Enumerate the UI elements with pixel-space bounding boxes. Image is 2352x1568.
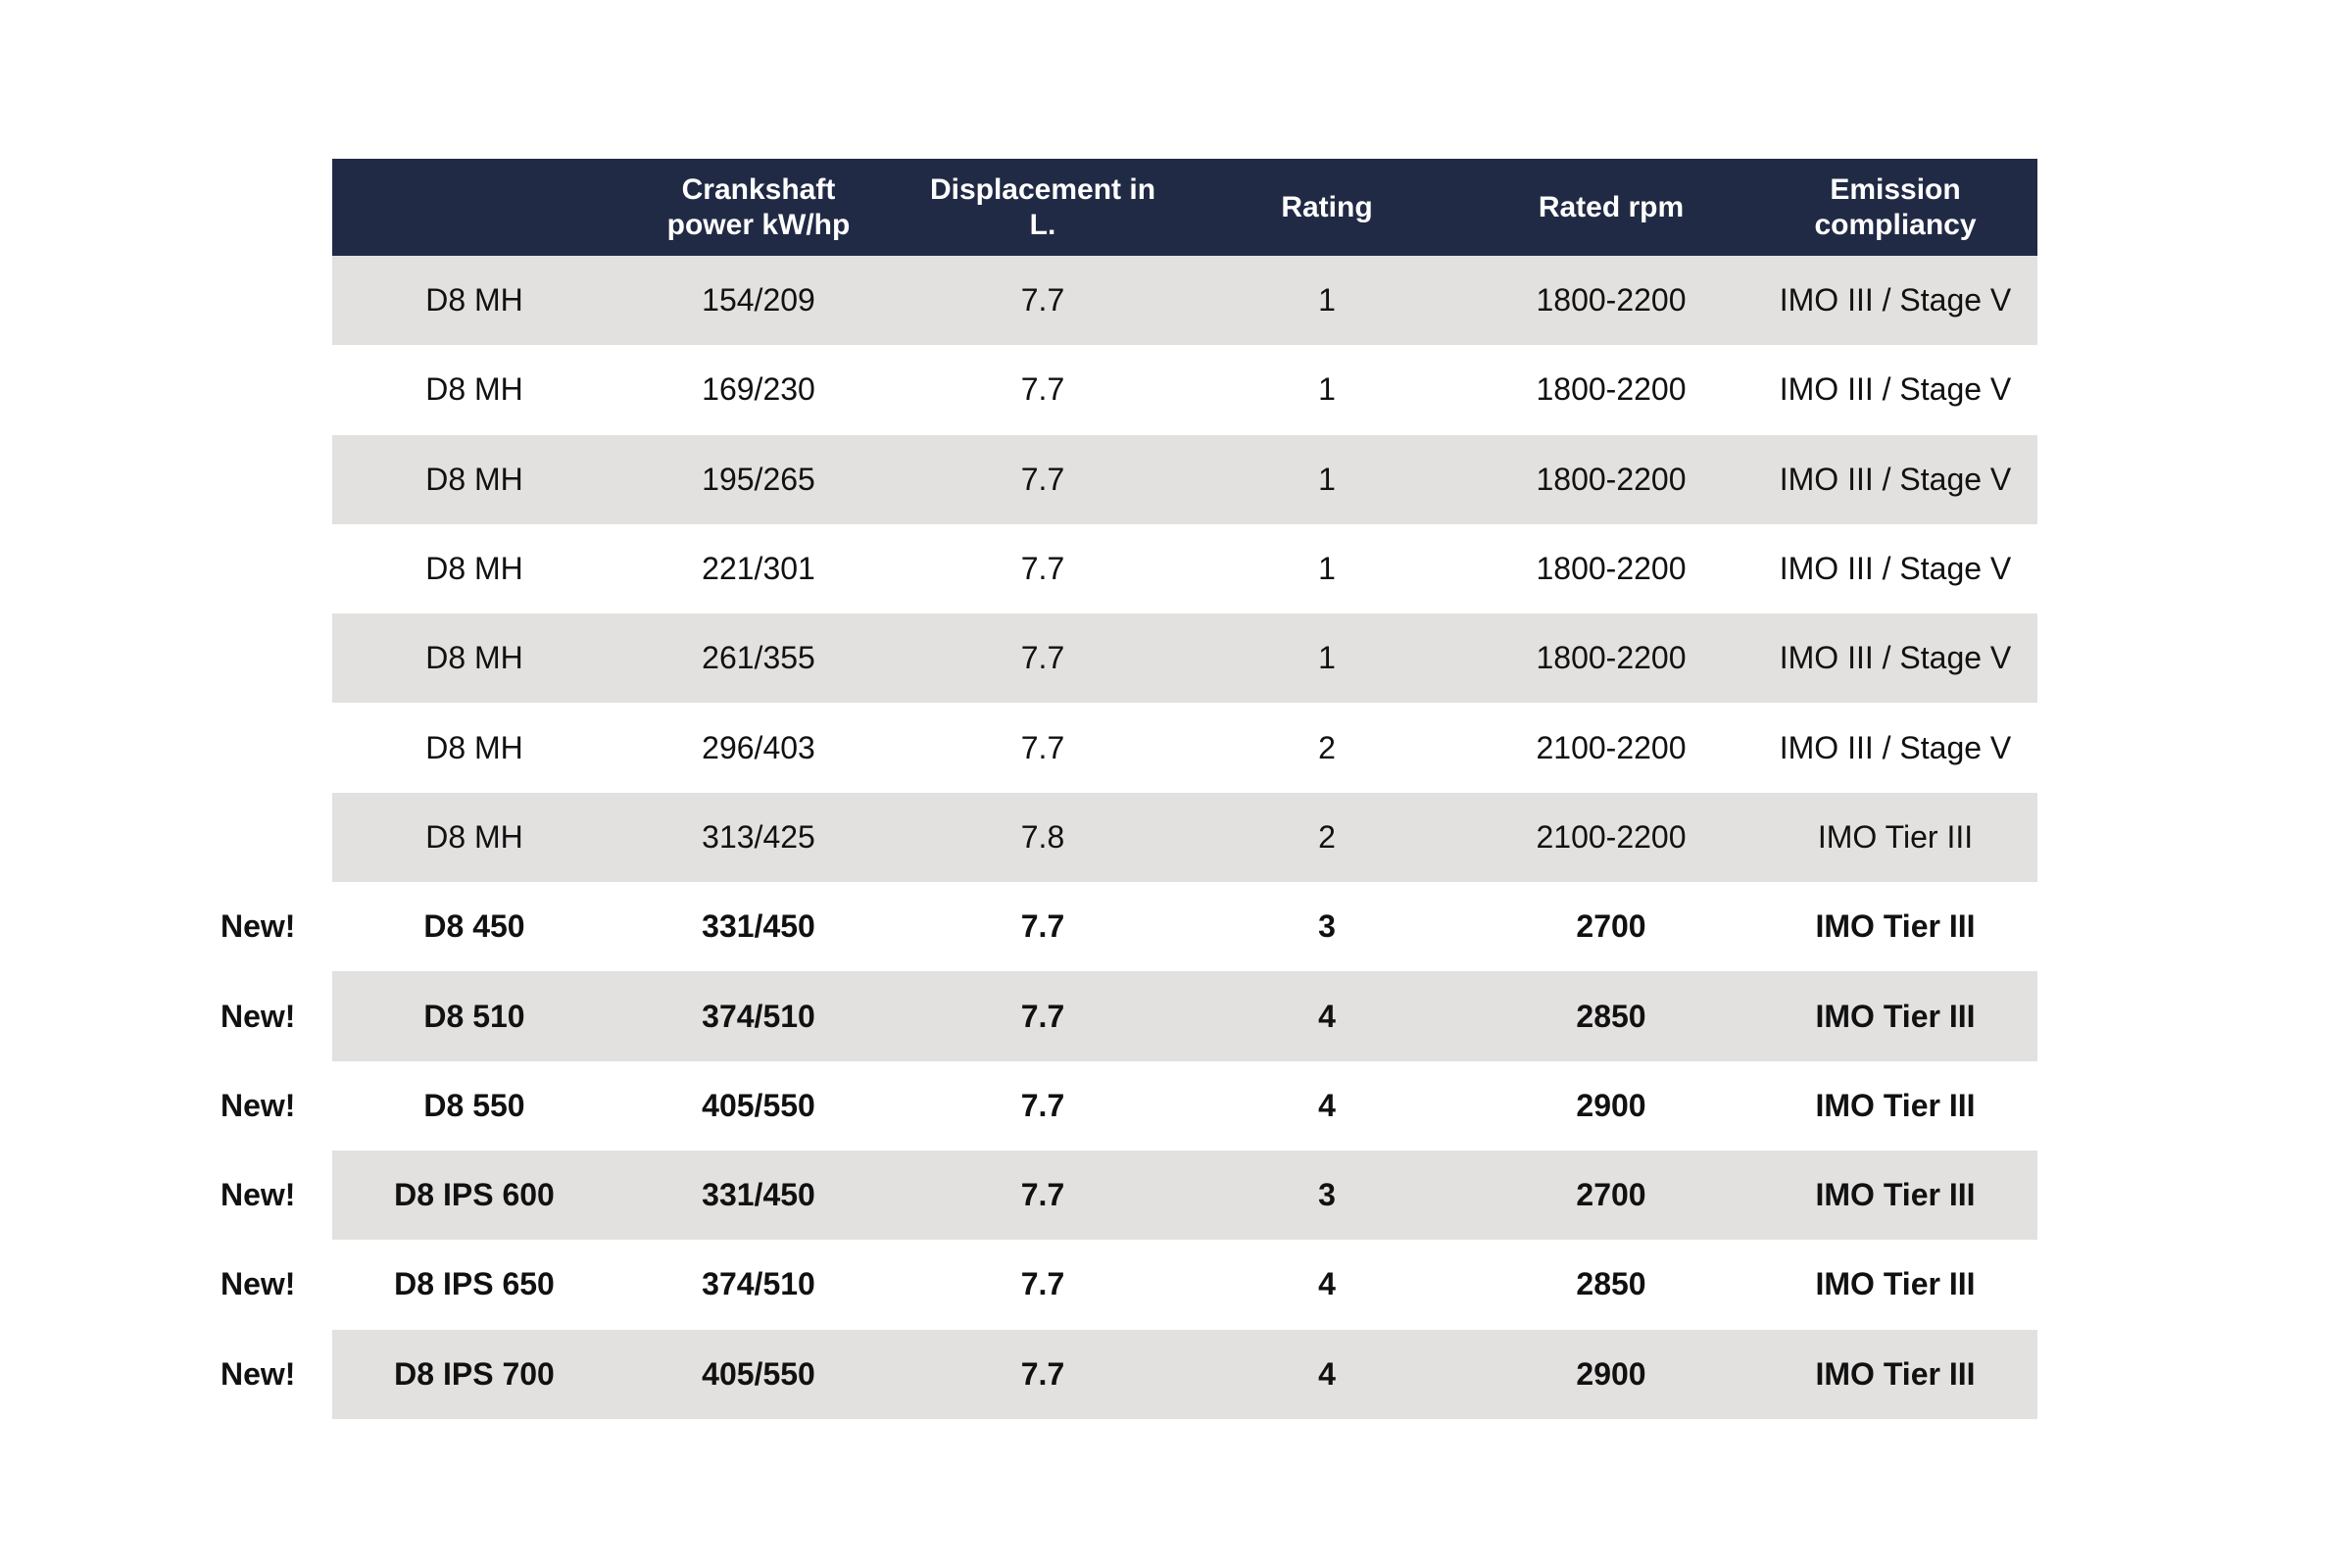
- rated-rpm-cell: 2100-2200: [1469, 703, 1753, 792]
- model-cell: D8 MH: [332, 256, 616, 345]
- table-row: [218, 1151, 2037, 1240]
- table-row: [218, 882, 2037, 971]
- rating-header: Rating: [1185, 159, 1469, 256]
- displacement-cell: 7.7: [901, 1330, 1185, 1419]
- new-flag-cell: New!: [218, 882, 332, 971]
- displacement-cell: 7.7: [901, 1061, 1185, 1151]
- rated-rpm-cell: 1800-2200: [1469, 435, 1753, 524]
- rated-rpm-cell: 2700: [1469, 882, 1753, 971]
- new-flag-cell: New!: [218, 971, 332, 1060]
- new-flag-cell: New!: [218, 1240, 332, 1329]
- crankshaft-power-cell: 296/403: [616, 703, 901, 792]
- rating-cell: 3: [1185, 882, 1469, 971]
- model-cell: D8 MH: [332, 524, 616, 613]
- crankshaft-power-cell: 261/355: [616, 613, 901, 703]
- displacement-cell: 7.7: [901, 703, 1185, 792]
- emission-compliancy-cell: IMO Tier III: [1753, 1061, 2037, 1151]
- crankshaft-power-header: Crankshaft power kW/hp: [616, 159, 901, 256]
- new-flag-cell: New!: [218, 1330, 332, 1419]
- emission-compliancy-cell: IMO III / Stage V: [1753, 613, 2037, 703]
- rating-cell: 2: [1185, 703, 1469, 792]
- displacement-cell: 7.7: [901, 882, 1185, 971]
- new-flag-cell: [218, 345, 332, 434]
- emission-compliancy-cell: IMO Tier III: [1753, 793, 2037, 882]
- model-cell: D8 MH: [332, 793, 616, 882]
- rated-rpm-cell: 2900: [1469, 1061, 1753, 1151]
- model-column-header: [332, 159, 616, 256]
- crankshaft-power-cell: 154/209: [616, 256, 901, 345]
- rated-rpm-cell: 2100-2200: [1469, 793, 1753, 882]
- table-row: [218, 345, 2037, 434]
- emission-compliancy-cell: IMO Tier III: [1753, 1151, 2037, 1240]
- emission-compliancy-cell: IMO Tier III: [1753, 1240, 2037, 1329]
- model-cell: D8 MH: [332, 613, 616, 703]
- emission-compliancy-cell: IMO III / Stage V: [1753, 435, 2037, 524]
- rated-rpm-cell: 2900: [1469, 1330, 1753, 1419]
- new-flag-cell: [218, 435, 332, 524]
- flag-column-header: [218, 159, 332, 256]
- emission-compliancy-cell: IMO III / Stage V: [1753, 524, 2037, 613]
- rated-rpm-cell: 1800-2200: [1469, 256, 1753, 345]
- displacement-header: Displacement in L.: [901, 159, 1185, 256]
- new-flag-cell: [218, 703, 332, 792]
- displacement-cell: 7.7: [901, 435, 1185, 524]
- crankshaft-power-cell: 221/301: [616, 524, 901, 613]
- displacement-cell: 7.8: [901, 793, 1185, 882]
- new-flag-cell: [218, 793, 332, 882]
- rating-cell: 1: [1185, 345, 1469, 434]
- crankshaft-power-cell: 331/450: [616, 1151, 901, 1240]
- new-flag-cell: [218, 613, 332, 703]
- displacement-cell: 7.7: [901, 1151, 1185, 1240]
- rating-cell: 1: [1185, 524, 1469, 613]
- table-row: [218, 971, 2037, 1060]
- rated-rpm-cell: 1800-2200: [1469, 613, 1753, 703]
- crankshaft-power-cell: 405/550: [616, 1061, 901, 1151]
- emission-compliancy-cell: IMO III / Stage V: [1753, 256, 2037, 345]
- displacement-cell: 7.7: [901, 524, 1185, 613]
- model-cell: D8 IPS 700: [332, 1330, 616, 1419]
- new-flag-cell: [218, 256, 332, 345]
- emission-compliancy-header: Emission compliancy: [1753, 159, 2037, 256]
- crankshaft-power-cell: 374/510: [616, 1240, 901, 1329]
- table-header-row: [218, 159, 2037, 256]
- rated-rpm-header: Rated rpm: [1469, 159, 1753, 256]
- rating-cell: 4: [1185, 1240, 1469, 1329]
- new-flag-cell: [218, 524, 332, 613]
- model-cell: D8 510: [332, 971, 616, 1060]
- model-cell: D8 IPS 600: [332, 1151, 616, 1240]
- engine-spec-table: [218, 159, 2037, 1419]
- new-flag-cell: New!: [218, 1151, 332, 1240]
- rating-cell: 4: [1185, 971, 1469, 1060]
- crankshaft-power-cell: 331/450: [616, 882, 901, 971]
- model-cell: D8 MH: [332, 435, 616, 524]
- rating-cell: 4: [1185, 1061, 1469, 1151]
- crankshaft-power-cell: 374/510: [616, 971, 901, 1060]
- emission-compliancy-cell: IMO Tier III: [1753, 882, 2037, 971]
- displacement-cell: 7.7: [901, 345, 1185, 434]
- rating-cell: 1: [1185, 435, 1469, 524]
- table-body: [218, 256, 2037, 1419]
- rated-rpm-cell: 2850: [1469, 1240, 1753, 1329]
- crankshaft-power-cell: 169/230: [616, 345, 901, 434]
- table-row: [218, 256, 2037, 345]
- emission-compliancy-cell: IMO Tier III: [1753, 1330, 2037, 1419]
- table-row: [218, 703, 2037, 792]
- new-flag-cell: New!: [218, 1061, 332, 1151]
- crankshaft-power-cell: 195/265: [616, 435, 901, 524]
- rated-rpm-cell: 2850: [1469, 971, 1753, 1060]
- rating-cell: 1: [1185, 256, 1469, 345]
- model-cell: D8 IPS 650: [332, 1240, 616, 1329]
- table-row: [218, 613, 2037, 703]
- model-cell: D8 MH: [332, 345, 616, 434]
- displacement-cell: 7.7: [901, 256, 1185, 345]
- table-row: [218, 435, 2037, 524]
- displacement-cell: 7.7: [901, 1240, 1185, 1329]
- displacement-cell: 7.7: [901, 971, 1185, 1060]
- emission-compliancy-cell: IMO Tier III: [1753, 971, 2037, 1060]
- rating-cell: 2: [1185, 793, 1469, 882]
- rating-cell: 3: [1185, 1151, 1469, 1240]
- table-row: [218, 793, 2037, 882]
- rated-rpm-cell: 1800-2200: [1469, 524, 1753, 613]
- crankshaft-power-cell: 405/550: [616, 1330, 901, 1419]
- model-cell: D8 MH: [332, 703, 616, 792]
- table-row: [218, 1061, 2037, 1151]
- rated-rpm-cell: 1800-2200: [1469, 345, 1753, 434]
- crankshaft-power-cell: 313/425: [616, 793, 901, 882]
- table-row: [218, 1330, 2037, 1419]
- displacement-cell: 7.7: [901, 613, 1185, 703]
- model-cell: D8 450: [332, 882, 616, 971]
- emission-compliancy-cell: IMO III / Stage V: [1753, 703, 2037, 792]
- emission-compliancy-cell: IMO III / Stage V: [1753, 345, 2037, 434]
- rating-cell: 4: [1185, 1330, 1469, 1419]
- model-cell: D8 550: [332, 1061, 616, 1151]
- rating-cell: 1: [1185, 613, 1469, 703]
- table-row: [218, 524, 2037, 613]
- table-row: [218, 1240, 2037, 1329]
- rated-rpm-cell: 2700: [1469, 1151, 1753, 1240]
